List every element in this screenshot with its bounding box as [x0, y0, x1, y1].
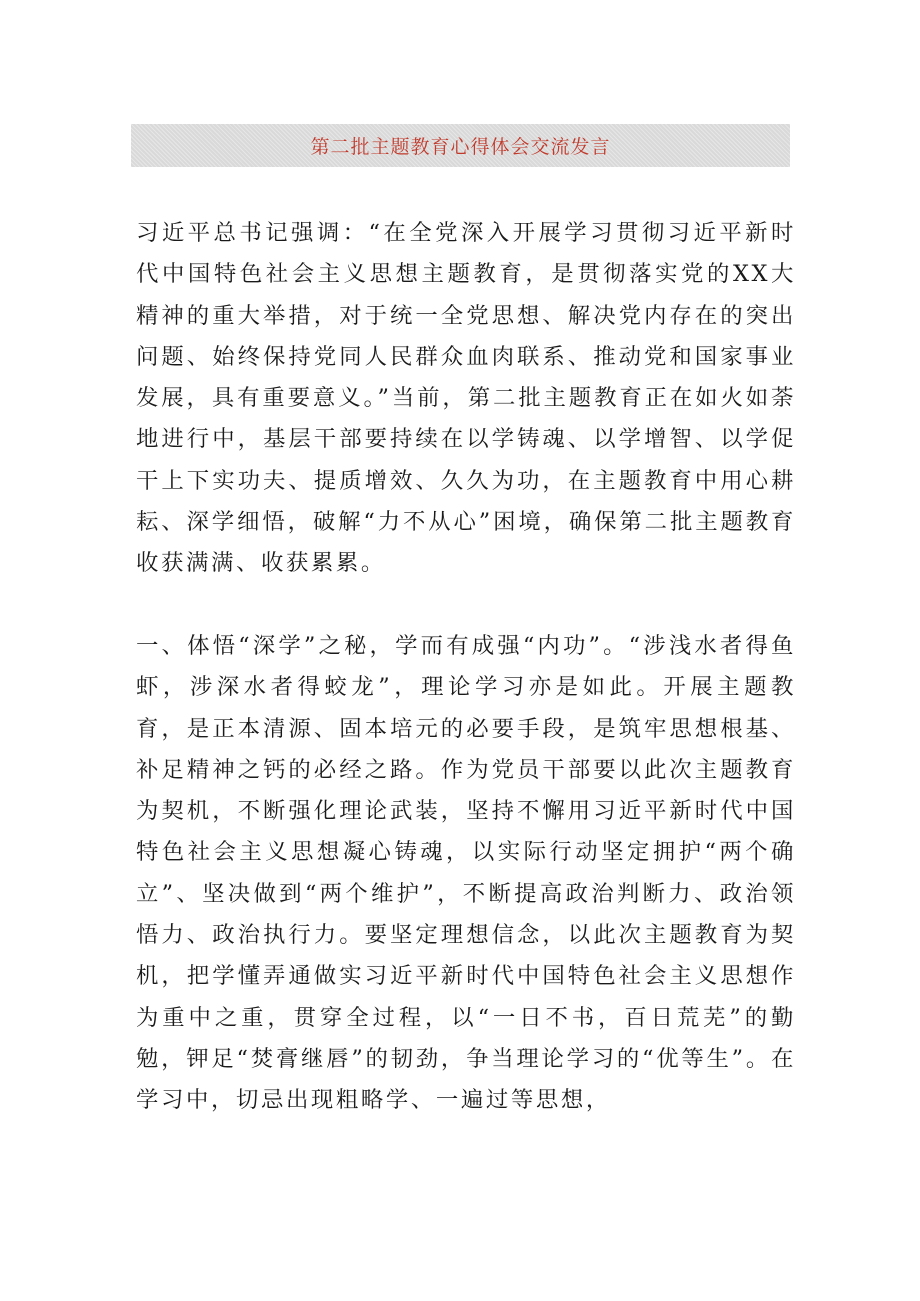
body-paragraph-intro: 习近平总书记强调：“在全党深入开展学习贯彻习近平新时代中国特色社会主义思想主题教育，是贯彻落实党的XX大精神的重大举措，对于统一全党思想、解决党内存在的突出问题、始终保持党同人民群众血肉联系、推动党和国家事业发展，具有重要意义。”当前，第二批主题教育正在如火如荼地进行中，基层干部要持续在以学铸魂、以学增智、以学促干上下实功夫、提质增效、久久为功，在主题教育中用心耕耘、深学细悟，破解“力不从心”困境，确保第二批主题教育收获满满、收获累累。	[136, 220, 796, 577]
document-title: 第二批主题教育心得体会交流发言	[310, 136, 611, 158]
body-paragraph-section-one: 一、体悟“深学”之秘，学而有成强“内功”。“涉浅水者得鱼虾，涉深水者得蛟龙”，理论学习亦是如此。开展主题教育，是正本清源、固本培元的必要手段，是筑牢思想根基、补足精神之钙的必经之路。作为党员干部要以此次主题教育为契机，不断强化理论武装，坚持不懈用习近平新时代中国特色社会主义思想凝心铸魂，以实际行动坚定拥护“两个确立”、坚决做到“两个维护”，不断提高政治判断力、政治领悟力、政治执行力。要坚定理想信念，以此次主题教育为契机，把学懂弄通做实习近平新时代中国特色社会主义思想作为重中之重，贯穿全过程，以“一日不书，百日荒芜”的勤勉，钾足“焚膏继唇”的韧劲，争当理论学习的“优等生”。在学习中，切忌出现粗略学、一遍过等思想，	[136, 633, 796, 1114]
title-banner	[131, 124, 790, 167]
